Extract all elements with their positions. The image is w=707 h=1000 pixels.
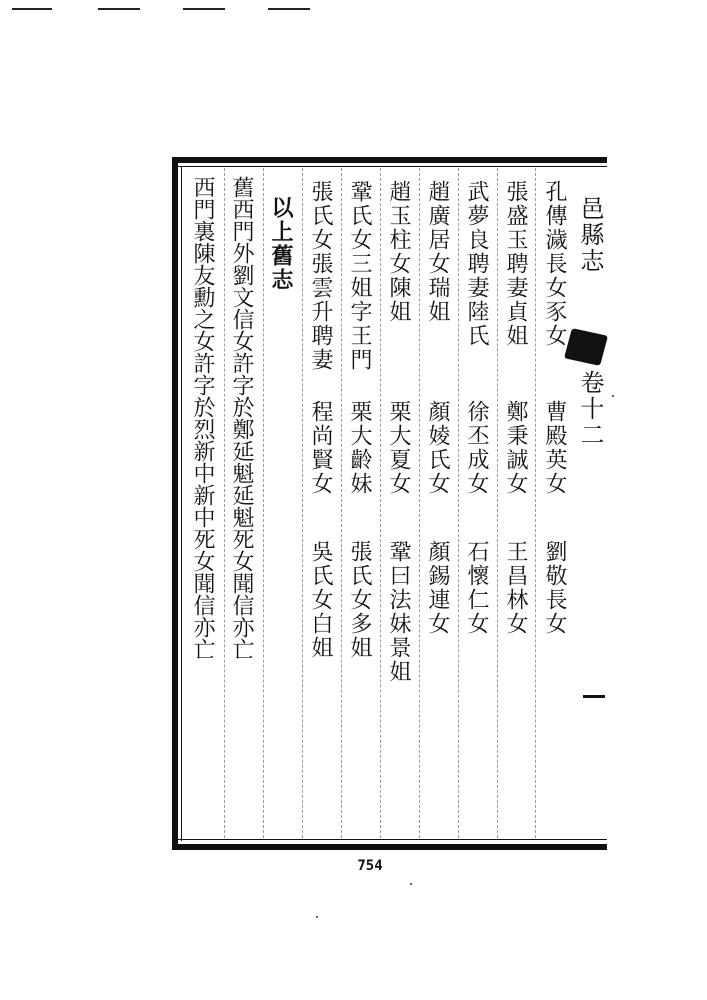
scan-mark: [183, 8, 225, 10]
column-rule: [302, 168, 303, 838]
page-number: 754: [357, 858, 383, 874]
entry-low: 劉敬長女: [542, 540, 567, 636]
entry-mid: 栗大夏女: [386, 400, 411, 496]
entry-mid: 栗大齡妹: [347, 400, 372, 496]
entry-mid: 鄭秉誠女: [503, 400, 528, 496]
entry-low: 王昌林女: [503, 540, 528, 636]
scan-speck: [316, 916, 318, 918]
book-title: 邑縣志: [576, 196, 604, 274]
side-mark: [583, 695, 605, 698]
column-rule: [341, 168, 342, 838]
entry-top: 趙玉柱女陳姐: [386, 180, 411, 324]
section-note: 以上舊志: [268, 196, 294, 292]
scan-mark: [98, 8, 140, 10]
entry-mid: 徐丕成女: [464, 400, 489, 496]
column-rule: [497, 168, 498, 838]
frame-top-inner-border: [175, 166, 607, 167]
column-rule: [380, 168, 381, 838]
entry-long: 舊西門外劉文信女許字於鄭延魁延魁死女聞信亦亡: [229, 176, 254, 660]
entry-top: 武夢良聘妻陸氏: [464, 180, 489, 348]
entry-low: 石懷仁女: [464, 540, 489, 636]
entry-top: 鞏氏女三姐字王門: [347, 180, 372, 372]
volume-label: 卷十二: [576, 370, 604, 448]
column-rule: [535, 168, 536, 838]
entry-low: 顏錫連女: [425, 540, 450, 636]
frame-left-inner-border: [181, 166, 182, 841]
column-rule: [419, 168, 420, 838]
entry-low: 鞏曰法妹景姐: [386, 540, 411, 684]
entry-top: 張氏女張雲升聘妻: [308, 180, 333, 372]
frame-left-border: [172, 157, 178, 850]
column-rule: [224, 168, 225, 838]
scan-mark: [268, 8, 310, 10]
frame-bottom-border: [175, 844, 607, 850]
entry-mid: 曹殿英女: [542, 400, 567, 496]
entry-top: 張盛玉聘妻貞姐: [503, 180, 528, 348]
entry-mid: 顏婈氏女: [425, 400, 450, 496]
entry-top: 孔傳濊長女豕女: [542, 180, 567, 348]
frame-bottom-inner-border: [175, 839, 607, 840]
column-rule: [458, 168, 459, 838]
entry-long: 西門裏陳友勳之女許字於烈新中新中死女聞信亦亡: [190, 176, 215, 660]
frame-top-border: [175, 157, 607, 163]
entry-low: 吳氏女白姐: [308, 540, 333, 660]
entry-low: 張氏女多姐: [347, 540, 372, 660]
scan-speck: [410, 883, 412, 885]
column-rule: [263, 168, 264, 838]
entry-top: 趙廣居女瑞姐: [425, 180, 450, 324]
scan-speck: [612, 395, 614, 397]
ink-blot: [564, 328, 608, 366]
entry-mid: 程尚賢女: [308, 400, 333, 496]
scan-mark: [12, 8, 52, 10]
